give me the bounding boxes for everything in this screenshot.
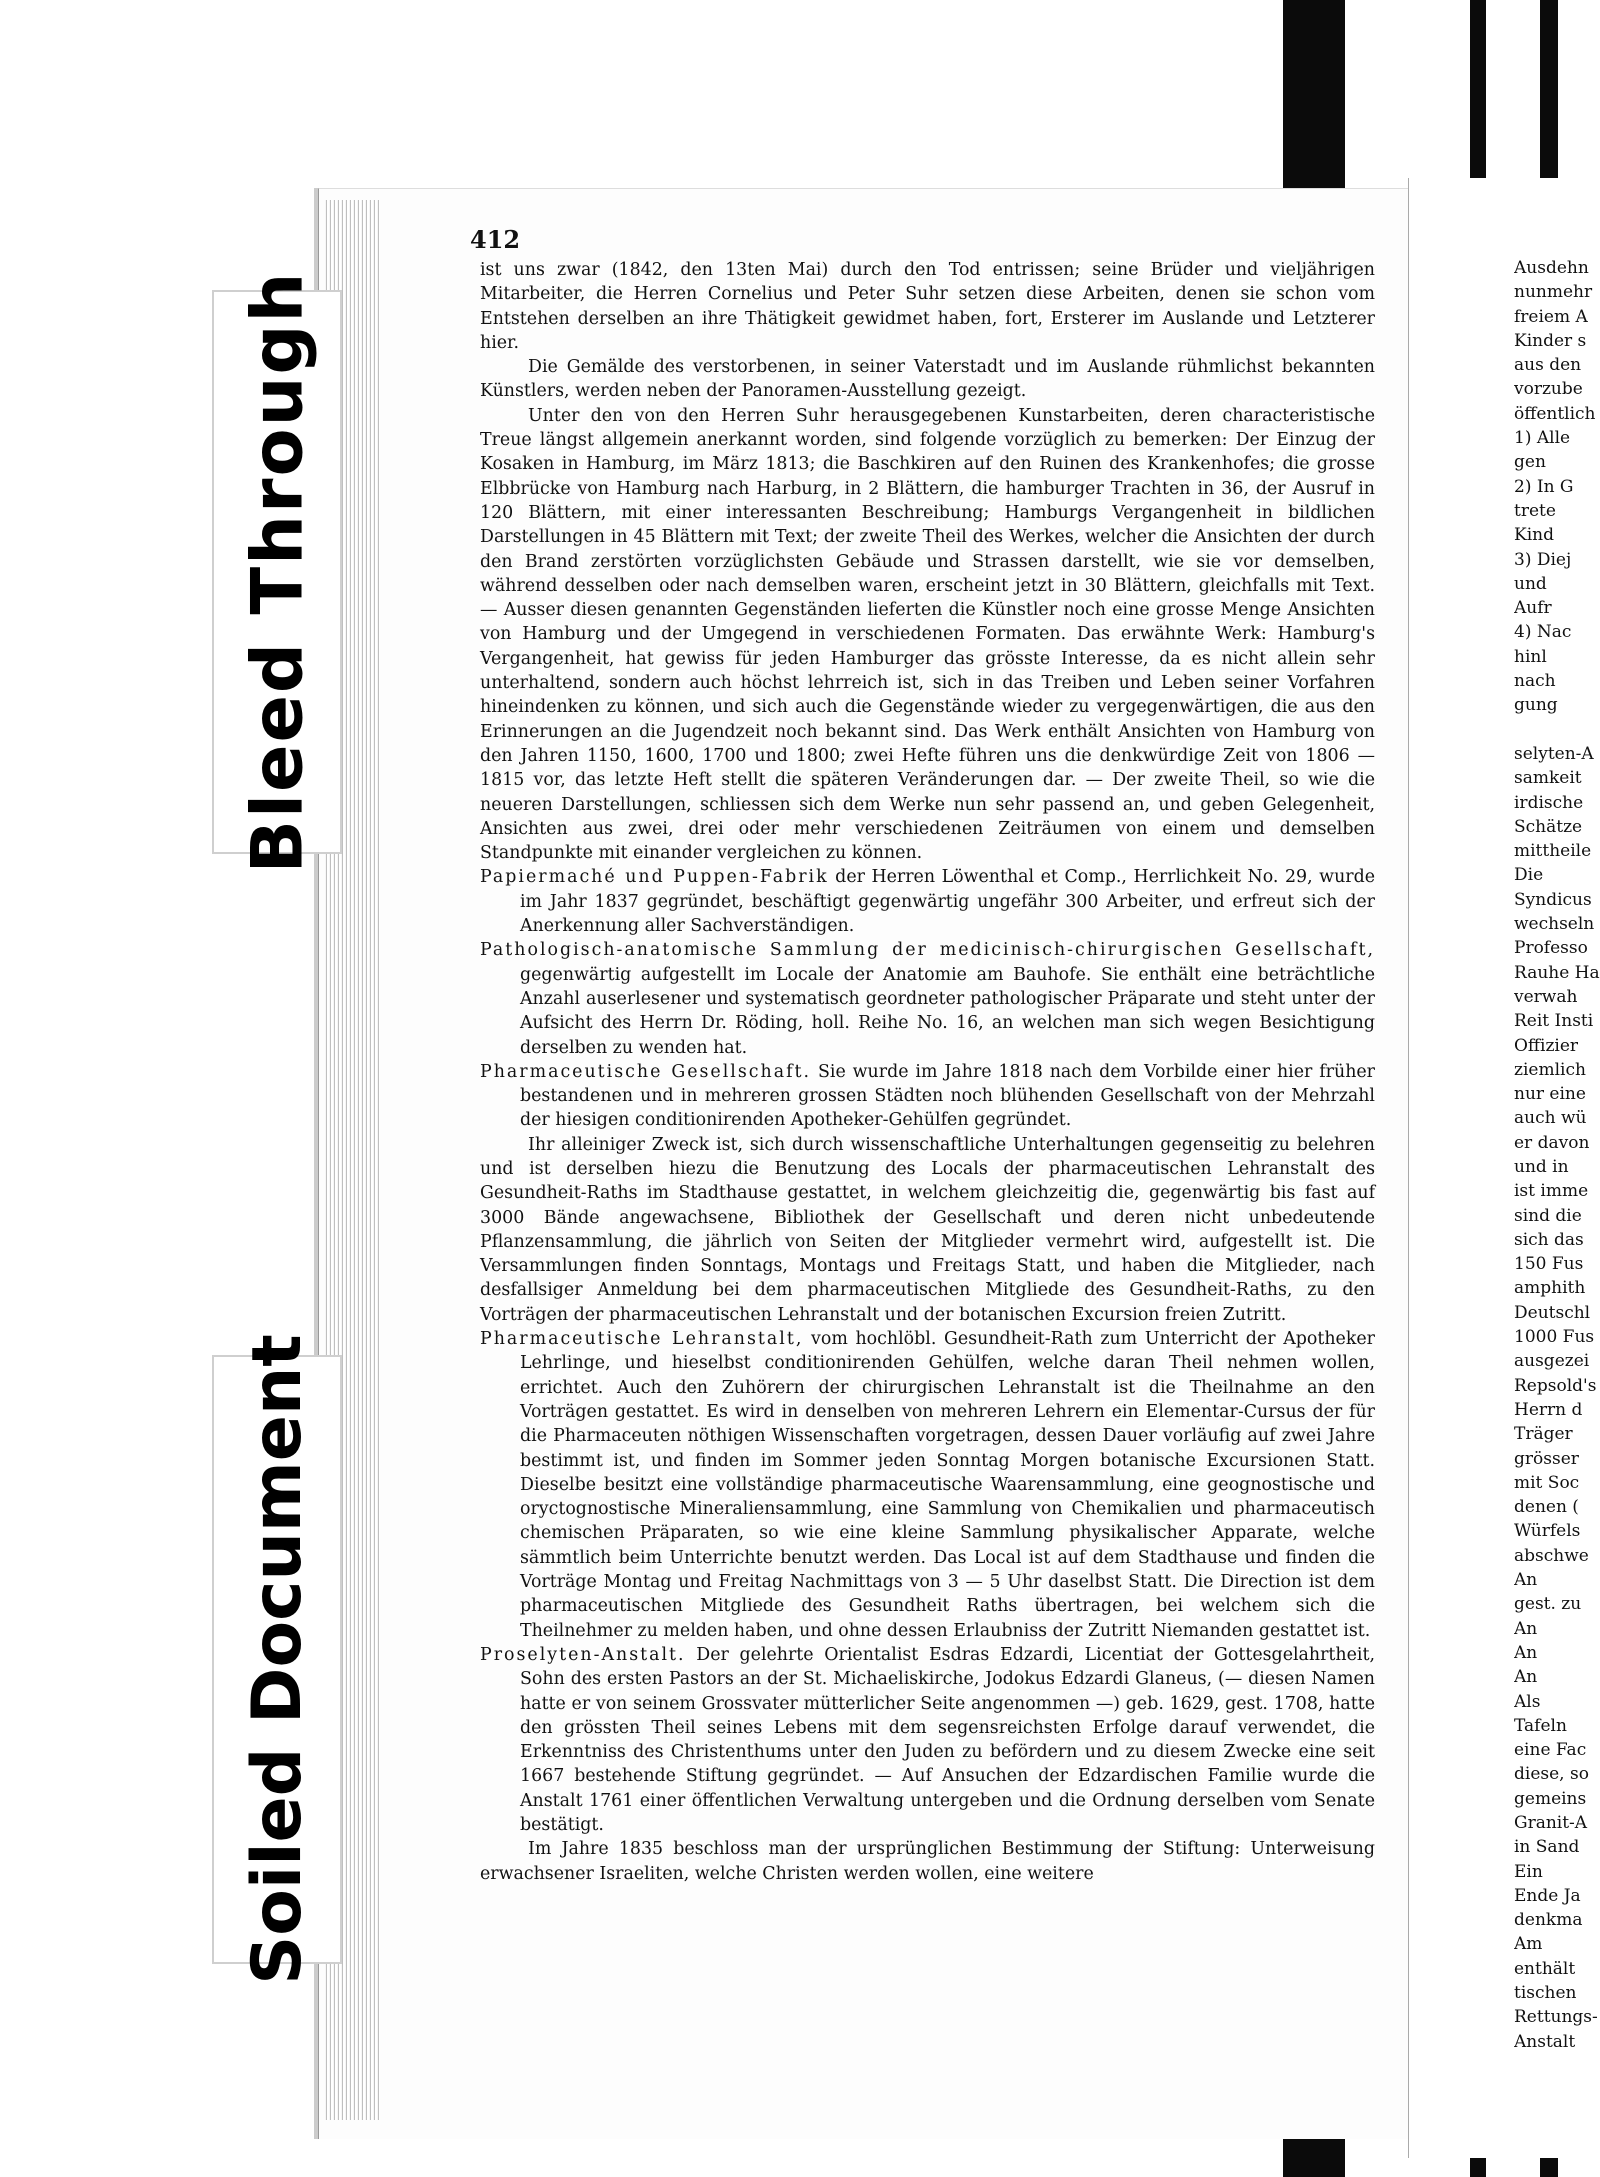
right-page-line: Reit Insti <box>1514 1011 1594 1032</box>
right-page-line: tischen <box>1514 1983 1577 2004</box>
right-page-line: Deutschl <box>1514 1302 1591 1323</box>
right-page-line: freiem A <box>1514 306 1588 327</box>
right-page-line: 1) Alle <box>1514 428 1571 449</box>
paragraph-text: Ihr alleiniger Zweck ist, sich durch wissenschaftliche Unterhaltungen gegenseitig zu belehren und ist derselben hiezu die Benutzung des Locals der pharmaceutischen Lehranstalt des Gesundheit-Raths im Stadthause gestattet, in welchem gleichzeitig die, gegenwärtig bis fast auf 3000 Bände angewachsene, Bibliothek der Gesellschaft und deren nicht unbedeutende Pflanzensammlung, die jährlich von Seiten der Mitglieder vermehrt wird, aufgestellt ist. Die Versammlungen finden Sonntags, Montags und Freitags Statt, und haben die Mitglieder, nach desfallsiger Anmeldung bei dem pharmaceutischen Mitgliede des Gesundheit-Raths, zu den Vorträgen der pharmaceutischen Lehranstalt und der botanischen Excursion freien Zutritt. <box>480 1134 1375 1325</box>
right-page-line: mit Soc <box>1514 1472 1580 1493</box>
right-page-line: nach <box>1514 671 1556 692</box>
paragraph-text: Sie wurde im Jahre 1818 nach dem Vorbilde einer hier früher bestandenen und in mehreren grossen Städten noch blühenden Gesellschaft von der Mehrzahl der hiesigen conditionirenden Apotheker-Gehülfen gegründet. <box>520 1061 1375 1131</box>
right-page-line: enthält <box>1514 1958 1576 1979</box>
right-page-line: An <box>1514 1642 1538 1663</box>
right-page-line: in Sand <box>1514 1837 1580 1858</box>
right-page-line: Herrn d <box>1514 1399 1583 1420</box>
right-page-line: öffentlich <box>1514 403 1596 424</box>
right-page-line: Professo <box>1514 938 1588 959</box>
paragraph-text: vom hochlöbl. Gesundheit-Rath zum Unterricht der Apotheker Lehrlinge, und hieselbst conditionirenden Gehülfen, welche daran Theil nehmen wollen, errichtet. Auch den Zuhörern der chirurgischen Lehranstalt ist die Theilnahme an den Vorträgen gestattet. Es wird in denselben von mehreren Lehrern ein Elementar-Cursus der für die Pharmaceuten nöthigen Wissenschaften vorgetragen, dessen Dauer vorläufig auf zwei Jahre bestimmt ist, und finden im Sommer jeden Sonntag Morgen botanische Excursionen Statt. Dieselbe besitzt eine vollständige pharmaceutische Waarensammlung, eine geognostische und oryctognostische Mineraliensammlung, eine Sammlung von Chemikalien und pharmaceutisch chemischen Präparaten, so wie eine kleine Sammlung physikalischer Apparate, welche sämmtlich beim Unterrichte benutzt werden. Das Local ist auf dem Stadthause und finden die Vorträge Montag und Freitag Nachmittags von 3 — 5 Uhr daselbst Statt. Die Direction ist dem pharmaceutischen Mitgliede des Gesundheit Raths übertragen, bei welchem sich die Theilnehmer zu melden haben, und ohne dessen Erlaubniss der Zutritt Niemanden gestattet ist. <box>520 1329 1375 1641</box>
body-paragraph <box>480 1133 1375 1327</box>
bleed-through-text: Bleed Through <box>236 270 318 874</box>
right-page-line: 1000 Fus <box>1514 1327 1595 1348</box>
right-page-line: denkma <box>1514 1910 1583 1931</box>
right-page-line: denen ( <box>1514 1497 1579 1518</box>
right-page-line: verwah <box>1514 986 1578 1007</box>
right-page-line: diese, so <box>1514 1764 1589 1785</box>
right-page-line: und in <box>1514 1156 1569 1177</box>
body-paragraph <box>480 258 1375 355</box>
paragraph-text: Unter den von den Herren Suhr herausgegebenen Kunstarbeiten, deren characteristische Treue längst allgemein anerkannt worden, sind folgende vorzüglich zu bemerken: Der Einzug der Kosaken in Hamburg, im März 1813; die Baschkiren auf den Ruinen des Krankenhofes; die grosse Elbbrücke von Hamburg nach Harburg, in 2 Blättern, die hamburger Trachten in 36, der Ausruf in 120 Blättern, mit einer interessanten Beschreibung; Hamburgs Vergangenheit in bildlichen Darstellungen in 45 Blättern mit Text; der zweite Theil des Werkes, welcher die Ansichten der durch den Brand zerstörten vorzüglichsten Gebäude und Strassen darstellt, wie sie vor demselben, während desselben oder nach demselben waren, erscheint jetzt in 30 Blättern, gleichfalls mit Text. — Ausser diesen genannten Gegenständen lieferten die Künstler noch eine grosse Menge Ansichten von Hamburg und der Umgegend in verschiedenen Formaten. Das erwähnte Werk: Hamburg's Vergangenheit, hat gewiss für jeden Hamburger das grösste Interesse, da es nicht allein sehr unterhaltend, sondern auch höchst lehrreich ist, sich in das Treiben und Leben seiner Vorfahren hineindenken zu können, und sich auch die Gegenstände wieder zu vergegenwärtigen, die aus den Erinnerungen an die Jugendzeit noch bekannt sind. Das Werk enthält Ansichten von Hamburg von den Jahren 1150, 1600, 1700 und 1800; zwei Hefte führen uns die denkwürdige Zeit von 1806 — 1815 vor, das letzte Heft stellt die späteren Veränderungen dar. — Der zweite Theil, so wie die neueren Darstellungen, schliessen sich dem Werke nun sehr passend an, und geben Gelegenheit, Ansichten aus zwei, drei oder mehr verschiedenen Zeiträumen von einem und demselben Standpunkte mit einander vergleichen zu können. <box>480 405 1375 864</box>
entry-paragraph <box>480 1643 1375 1837</box>
entry-heading: Pathologisch-anatomische Sammlung der medicinisch-chirurgischen Gesellschaft, <box>480 940 1375 961</box>
right-page-line: 2) In G <box>1514 476 1574 497</box>
entry-paragraph <box>480 1060 1375 1133</box>
right-page-line: Aufr <box>1514 598 1552 619</box>
entry-heading: Papiermaché und Puppen-Fabrik <box>480 867 829 888</box>
right-page-line: er davon <box>1514 1132 1590 1153</box>
right-page-line: wechseln <box>1514 914 1595 935</box>
right-page-line: und <box>1514 573 1547 594</box>
right-page-line: nunmehr <box>1514 282 1593 303</box>
paragraph-text: Der gelehrte Orientalist Esdras Edzardi, Licentiat der Gottesgelahrtheit, Sohn des ersten Pastors an der St. Michaeliskirche, Jodokus Edzardi Glaneus, (— diesen Namen hatte er von seinem Grossvater mütterlicher Seite angenommen —) geb. 1629, gest. 1708, hatte den grössten Theil seines Lebens mit dem segensreichsten Erfolge darauf verwendet, die Erkenntniss des Christenthums unter den Juden zu befördern und zu diesem Zwecke eine seit 1667 bestehende Stiftung gegründet. — Auf Ansuchen der Edzardischen Familie wurde die Anstalt 1761 einer öffentlichen Verwaltung untergeben und die Ordnung derselben vom Senate bestätigt. <box>520 1644 1375 1835</box>
right-page-line: 150 Fus <box>1514 1254 1584 1275</box>
right-page-line: auch wü <box>1514 1108 1587 1129</box>
right-page-line: Offizier <box>1514 1035 1579 1056</box>
right-page-line: Schätze <box>1514 816 1583 837</box>
entry-paragraph <box>480 865 1375 938</box>
right-page-line: 4) Nac <box>1514 622 1572 643</box>
right-page-line: Syndicus <box>1514 889 1592 910</box>
right-page-line: abschwe <box>1514 1545 1589 1566</box>
right-page-line: grösser <box>1514 1448 1579 1469</box>
right-page <box>1408 178 1600 2158</box>
page-number: 412 <box>470 225 521 254</box>
right-page-line: Repsold's <box>1514 1375 1597 1396</box>
right-page-text <box>1514 256 1600 2054</box>
right-page-line: trete <box>1514 500 1556 521</box>
right-page-line: An <box>1514 1618 1538 1639</box>
right-page-line: Kind <box>1514 525 1554 546</box>
right-page-line: gemeins <box>1514 1788 1587 1809</box>
right-page-line: Die <box>1514 865 1544 886</box>
right-page-line: sich das <box>1514 1229 1584 1250</box>
right-page-line: ist imme <box>1514 1181 1589 1202</box>
right-page-line: Rauhe Ha <box>1514 962 1600 983</box>
page-body-text <box>480 258 1375 1886</box>
entry-paragraph <box>480 938 1375 1059</box>
right-page-line: Granit-A <box>1514 1813 1588 1833</box>
right-page-line: Würfels <box>1514 1521 1581 1542</box>
right-page-line: irdische <box>1514 792 1584 813</box>
soiled-document-label <box>212 1334 342 1985</box>
right-page-line: selyten-A <box>1514 743 1594 764</box>
paragraph-text: der Herren Löwenthal et Comp., Herrlichkeit No. 29, wurde im Jahr 1837 gegründet, beschäftigt gegenwärtig ungefähr 300 Arbeiter, und erfreut sich der Anerkennung aller Sachverständigen. <box>520 867 1376 937</box>
entry-heading: Proselyten-Anstalt. <box>480 1644 686 1665</box>
entry-heading: Pharmaceutische Gesellschaft. <box>480 1061 812 1082</box>
right-page-line: Am <box>1514 1934 1543 1955</box>
body-paragraph <box>480 1837 1375 1886</box>
right-page-line: ausgezei <box>1514 1351 1590 1372</box>
right-page-line: nur eine <box>1514 1084 1586 1105</box>
body-paragraph <box>480 404 1375 866</box>
right-page-line: eine Fac <box>1514 1740 1587 1761</box>
right-page-line: aus den <box>1514 355 1582 376</box>
entry-paragraph <box>480 1327 1375 1643</box>
right-page-line: samkeit <box>1514 768 1582 789</box>
right-page-line: Ausdehn <box>1514 258 1589 278</box>
right-page-line: amphith <box>1514 1278 1586 1299</box>
right-page-line: Tafeln <box>1514 1715 1567 1736</box>
bleed-through-label <box>212 270 342 874</box>
right-page-line: Träger <box>1514 1424 1573 1445</box>
right-page-line: sind die <box>1514 1205 1582 1226</box>
right-page-line: An <box>1514 1570 1538 1591</box>
right-page-line: Rettungs- <box>1514 2007 1598 2028</box>
paragraph-text: ist uns zwar (1842, den 13ten Mai) durch den Tod entrissen; seine Brüder und vieljährigen Mitarbeiter, die Herren Cornelius und Peter Suhr setzen diese Arbeiten, denen sie schon vom Entstehen derselben an ihre Thätigkeit gewidmet haben, fort, Ersterer im Auslande und Letzterer hier. <box>480 260 1375 353</box>
right-page-line <box>1514 718 1600 742</box>
right-page-line: Anstalt <box>1514 2031 1576 2052</box>
entry-heading: Pharmaceutische Lehranstalt, <box>480 1329 804 1350</box>
right-page-line: Ein <box>1514 1861 1543 1882</box>
right-page-line: mittheile <box>1514 841 1592 862</box>
body-paragraph <box>480 355 1375 404</box>
right-page-line: gung <box>1514 695 1558 716</box>
right-page-line: hinl <box>1514 646 1547 667</box>
right-page-line: ziemlich <box>1514 1059 1586 1080</box>
right-page-line: vorzube <box>1514 379 1583 400</box>
soiled-document-text: Soiled Document <box>237 1334 317 1985</box>
right-page-line: Ende Ja <box>1514 1885 1581 1906</box>
right-page-line: gen <box>1514 452 1546 473</box>
right-page-line: gest. zu <box>1514 1594 1582 1615</box>
right-page-line: 3) Diej <box>1514 549 1572 570</box>
paragraph-text: Die Gemälde des verstorbenen, in seiner Vaterstadt und im Auslande rühmlichst bekannten Künstlers, werden neben der Panoramen-Ausstellung gezeigt. <box>480 357 1375 402</box>
right-page-line: An <box>1514 1667 1538 1688</box>
right-page-line: Kinder s <box>1514 330 1587 351</box>
paragraph-text: gegenwärtig aufgestellt im Locale der Anatomie am Bauhofe. Sie enthält eine beträchtliche Anzahl auserlesener und systematisch geordneter pathologischer Präparate und steht unter der Aufsicht des Herrn Dr. Röding, holl. Reihe No. 16, an welchen man sich wegen Besichtigung derselben zu wenden hat. <box>520 964 1375 1058</box>
right-page-line: Als <box>1514 1691 1541 1712</box>
paragraph-text: Im Jahre 1835 beschloss man der ursprünglichen Bestimmung der Stiftung: Unterweisung erwachsener Israeliten, welche Christen werden wollen, eine weitere <box>480 1839 1375 1884</box>
